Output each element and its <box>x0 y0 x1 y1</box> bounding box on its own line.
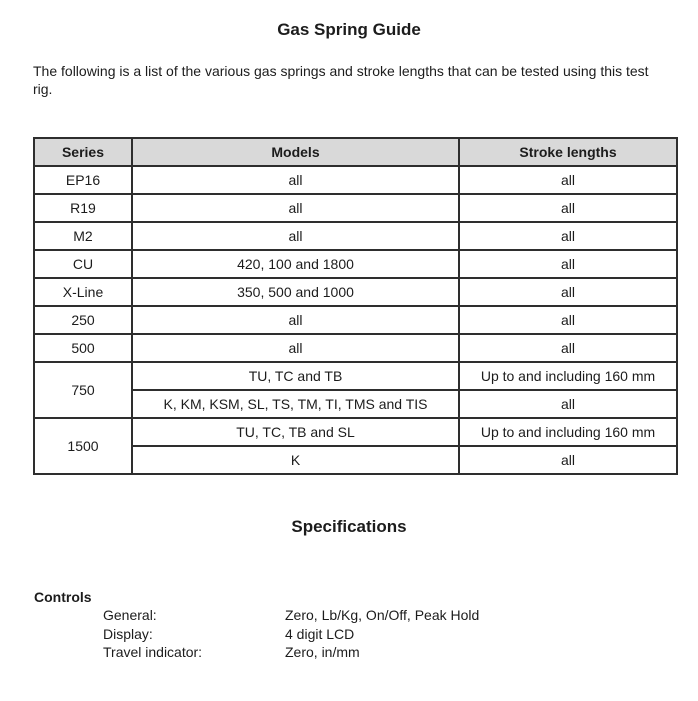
column-header-stroke-lengths: Stroke lengths <box>459 138 677 166</box>
stroke-lengths-cell: all <box>459 278 677 306</box>
series-cell: 250 <box>34 306 132 334</box>
stroke-lengths-cell: all <box>459 222 677 250</box>
table-row <box>34 222 677 250</box>
stroke-lengths-cell: all <box>459 446 677 474</box>
spec-row <box>103 625 698 644</box>
stroke-lengths-cell: all <box>459 250 677 278</box>
gas-spring-table <box>33 137 678 475</box>
spec-label: General: <box>103 607 157 623</box>
models-cell: K <box>132 446 459 474</box>
table-header-row <box>34 138 677 166</box>
models-cell: all <box>132 306 459 334</box>
models-cell: all <box>132 166 459 194</box>
table-row <box>34 278 677 306</box>
specs-list <box>103 606 698 662</box>
column-header-models: Models <box>132 138 459 166</box>
stroke-lengths-cell: all <box>459 166 677 194</box>
models-cell: TU, TC and TB <box>132 362 459 390</box>
series-cell: X-Line <box>34 278 132 306</box>
spec-value: 4 digit LCD <box>285 625 355 642</box>
models-cell: 420, 100 and 1800 <box>132 250 459 278</box>
stroke-lengths-cell: Up to and including 160 mm <box>459 362 677 390</box>
series-cell: 750 <box>34 362 132 418</box>
column-header-series: Series <box>34 138 132 166</box>
intro-paragraph: The following is a list of the various gas springs and stroke lengths that can be tested using this test rig. <box>33 63 649 97</box>
models-cell: all <box>132 334 459 362</box>
page-title: Gas Spring Guide <box>277 20 421 39</box>
stroke-lengths-cell: all <box>459 334 677 362</box>
spec-label: Travel indicator: <box>103 644 203 660</box>
stroke-lengths-cell: all <box>459 306 677 334</box>
spec-value: Zero, in/mm <box>285 644 360 660</box>
models-cell: K, KM, KSM, SL, TS, TM, TI, TMS and TIS <box>132 390 459 418</box>
table-header <box>34 138 677 166</box>
stroke-lengths-cell: all <box>459 194 677 222</box>
stroke-lengths-cell: Up to and including 160 mm <box>459 418 677 446</box>
table-body <box>34 166 677 474</box>
table-row <box>34 334 677 362</box>
models-cell: 350, 500 and 1000 <box>132 278 459 306</box>
specifications-heading: Specifications <box>291 517 407 536</box>
spec-label: Display: <box>103 625 153 642</box>
table-row <box>34 250 677 278</box>
specs-section <box>0 589 698 662</box>
series-cell: EP16 <box>34 166 132 194</box>
series-cell: 1500 <box>34 418 132 474</box>
table-row <box>34 194 677 222</box>
table-row <box>34 362 677 390</box>
models-cell: all <box>132 194 459 222</box>
spec-row <box>103 606 698 625</box>
series-cell: CU <box>34 250 132 278</box>
document-page <box>0 20 698 701</box>
models-cell: all <box>132 222 459 250</box>
spec-row <box>103 643 698 662</box>
stroke-lengths-cell: all <box>459 390 677 418</box>
series-cell: M2 <box>34 222 132 250</box>
models-cell: TU, TC, TB and SL <box>132 418 459 446</box>
table-row <box>34 418 677 446</box>
series-cell: 500 <box>34 334 132 362</box>
table-row <box>34 306 677 334</box>
specs-group-title: Controls <box>34 589 92 605</box>
series-cell: R19 <box>34 194 132 222</box>
spec-value: Zero, Lb/Kg, On/Off, Peak Hold <box>285 607 480 623</box>
table-row <box>34 166 677 194</box>
